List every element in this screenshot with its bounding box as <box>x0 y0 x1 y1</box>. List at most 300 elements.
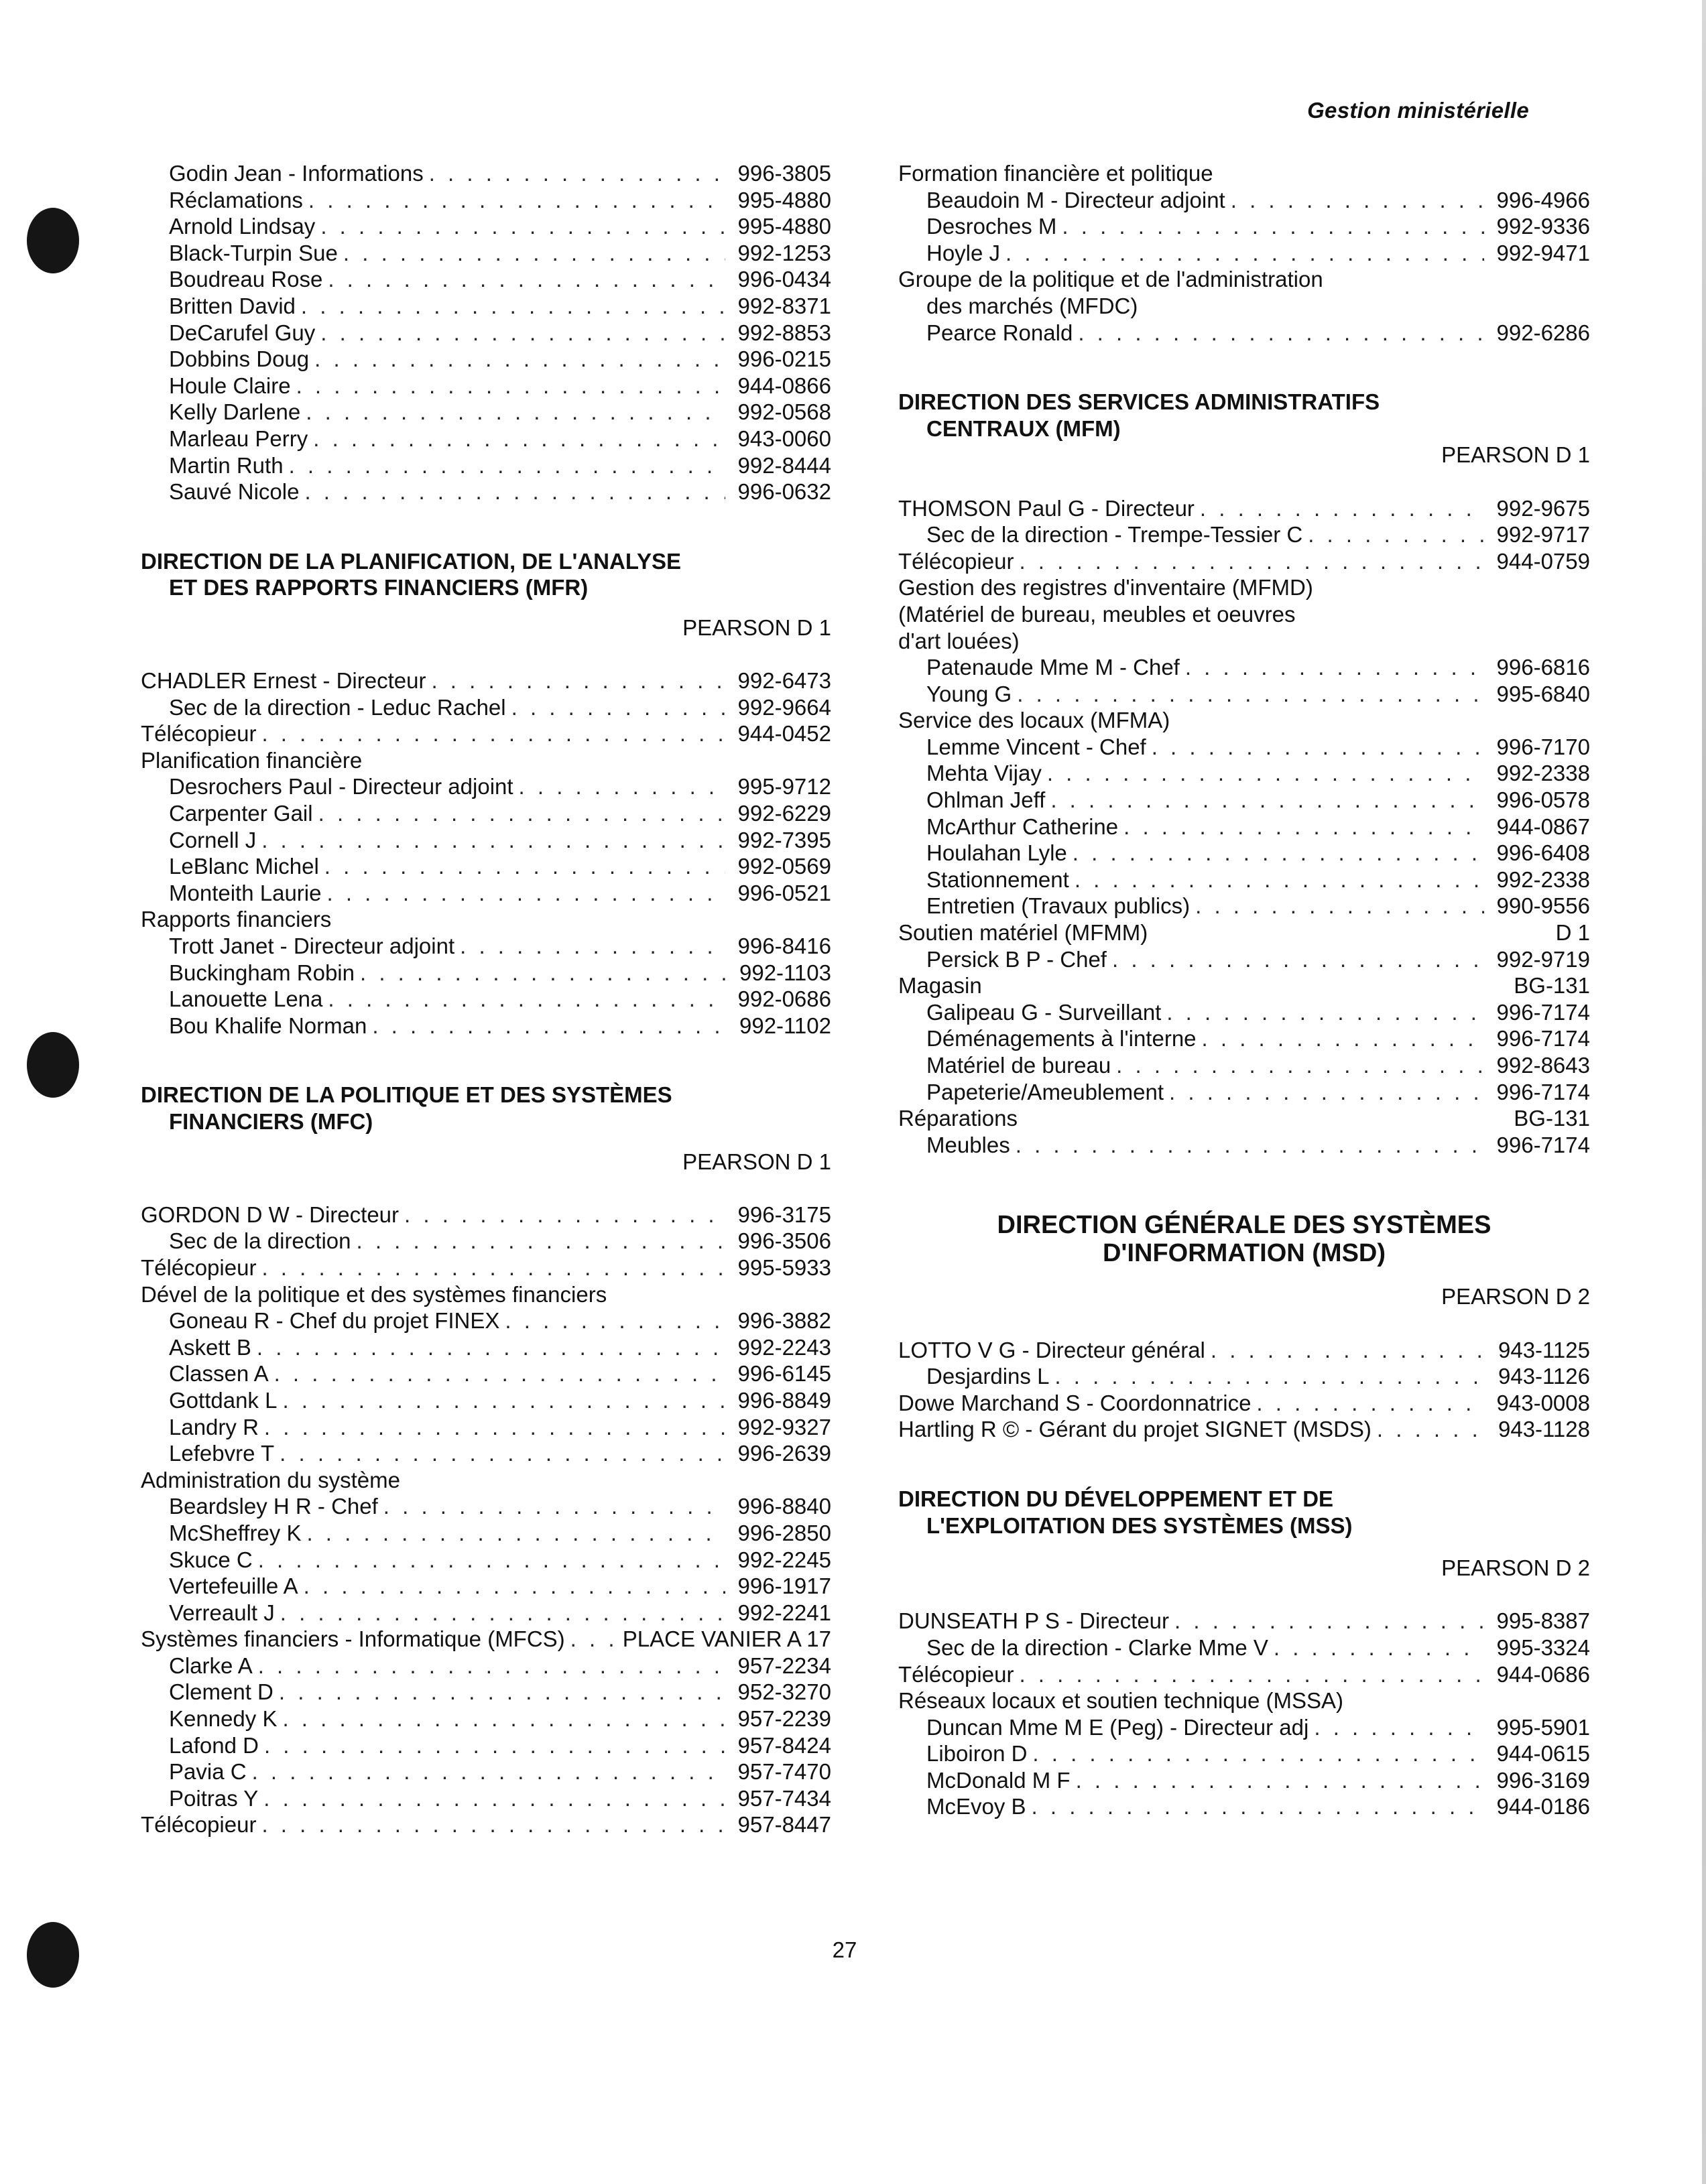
directory-entry <box>141 906 831 933</box>
directory-entry <box>141 694 831 721</box>
directory-entry <box>141 293 831 320</box>
entry-phone: 995-8387 <box>1496 1608 1590 1634</box>
dot-leader <box>1062 213 1484 240</box>
running-head: Gestion ministérielle <box>1307 98 1529 123</box>
right-column <box>898 160 1590 1820</box>
entry-phone: 990-9556 <box>1496 893 1590 919</box>
entry-phone: 992-0686 <box>737 986 831 1012</box>
dot-leader <box>429 160 725 187</box>
entry-phone: 957-8424 <box>737 1732 831 1758</box>
dot-leader <box>1075 866 1484 893</box>
page-edge <box>1702 0 1706 2184</box>
entry-phone: 996-0632 <box>737 479 831 505</box>
entry-phone: BG-131 <box>1514 1106 1590 1131</box>
heading-line: DIRECTION DU DÉVELOPPEMENT ET DE <box>898 1486 1334 1511</box>
entry-name: Systèmes financiers - Informatique (MFCS) <box>141 1626 565 1652</box>
directory-entry <box>141 1013 831 1039</box>
entry-name: Hartling R © - Gérant du projet SIGNET (MSDS) <box>898 1417 1372 1442</box>
entry-phone: 992-8371 <box>737 293 831 318</box>
entry-phone: 992-2243 <box>737 1334 831 1360</box>
entry-name: Lafond D <box>169 1732 259 1758</box>
entry-phone: 944-0186 <box>1496 1794 1590 1819</box>
entry-phone: 992-9675 <box>1496 495 1590 521</box>
directory-entry <box>141 240 831 267</box>
location-label: PEARSON D 2 <box>1441 1555 1590 1581</box>
entry-phone: 992-6229 <box>737 801 831 826</box>
directory-entry <box>141 800 831 827</box>
entry-phone: 952-3270 <box>737 1679 831 1705</box>
entry-name: Télécopieur <box>141 721 257 747</box>
dot-leader <box>372 1013 725 1039</box>
dot-leader <box>1152 734 1484 761</box>
entry-name: Kelly Darlene <box>169 399 301 425</box>
dot-leader <box>261 720 725 747</box>
page-number: 27 <box>832 1937 857 1962</box>
dot-leader <box>328 266 725 293</box>
entry-name: Beaudoin M - Directeur adjoint <box>926 187 1225 212</box>
directory-entry <box>898 1740 1590 1767</box>
directory-entry <box>141 747 831 774</box>
dot-leader <box>1166 999 1484 1026</box>
dot-leader <box>320 320 725 346</box>
section-heading-msd <box>898 1211 1590 1267</box>
directory-entry <box>141 986 831 1013</box>
entry-phone: 996-3882 <box>737 1308 831 1334</box>
directory-entry <box>141 266 831 293</box>
dot-leader <box>1274 1634 1484 1661</box>
entry-name: Liboiron D <box>926 1741 1028 1767</box>
entry-phone: 992-1253 <box>737 240 831 265</box>
directory-entry <box>898 919 1590 946</box>
entry-name: Stationnement <box>926 866 1069 892</box>
directory-entry <box>141 1281 831 1308</box>
entry-name: Patenaude Mme M - Chef <box>926 655 1180 680</box>
entry-name: Pavia C <box>169 1759 247 1785</box>
location-label: PEARSON D 1 <box>682 1149 831 1174</box>
dot-leader <box>308 187 725 214</box>
entry-name: Askett B <box>169 1334 251 1360</box>
entry-name: Dével de la politique et des systèmes financiers <box>141 1281 607 1307</box>
entry-name: Gestion des registres d'inventaire (MFMD) <box>898 575 1313 600</box>
directory-entry <box>898 893 1590 919</box>
entry-phone: 992-8643 <box>1496 1053 1590 1078</box>
directory-list <box>898 495 1590 1159</box>
dot-leader <box>1017 681 1484 708</box>
entry-phone: 992-0569 <box>737 854 831 879</box>
entry-name: Service des locaux (MFMA) <box>898 708 1170 733</box>
entry-phone: PLACE VANIER A 17 <box>622 1626 831 1652</box>
directory-entry <box>898 760 1590 787</box>
directory-entry <box>898 213 1590 240</box>
directory-list <box>898 1337 1590 1443</box>
entry-phone: 992-2338 <box>1496 761 1590 786</box>
dot-leader <box>261 827 725 854</box>
entry-phone: 996-3506 <box>737 1228 831 1254</box>
entry-name: Boudreau Rose <box>169 267 323 292</box>
directory-entry <box>898 240 1590 267</box>
entry-name: Classen A <box>169 1361 269 1387</box>
dot-leader <box>1377 1416 1484 1443</box>
entry-phone: 957-8447 <box>737 1812 831 1838</box>
dot-leader <box>282 1387 725 1414</box>
dot-leader <box>1019 548 1484 575</box>
section-heading-mfc <box>141 1082 831 1135</box>
entry-name: Planification financière <box>141 747 363 773</box>
entry-phone: 995-5901 <box>1496 1714 1590 1740</box>
directory-entry <box>898 972 1590 999</box>
entry-name: Marleau Perry <box>169 426 308 451</box>
dot-leader <box>460 933 725 960</box>
directory-entry <box>141 1202 831 1228</box>
dot-leader <box>1047 760 1484 787</box>
directory-entry <box>141 773 831 800</box>
entry-name: Poitras Y <box>169 1785 259 1811</box>
entry-name: Télécopieur <box>141 1255 257 1280</box>
entry-phone: 944-0867 <box>1496 814 1590 839</box>
directory-entry <box>141 880 831 907</box>
entry-name: McEvoy B <box>926 1794 1026 1819</box>
directory-entry <box>141 160 831 187</box>
entry-phone: 996-1917 <box>737 1573 831 1599</box>
entry-name: des marchés (MFDC) <box>926 293 1138 318</box>
directory-entry <box>141 452 831 479</box>
entry-phone: 944-0615 <box>1496 1741 1590 1767</box>
dot-leader <box>1308 521 1484 548</box>
entry-name: LOTTO V G - Directeur général <box>898 1337 1205 1362</box>
entry-name: Buckingham Robin <box>169 960 355 985</box>
entry-name: Lanouette Lena <box>169 986 323 1012</box>
directory-entry <box>141 1440 831 1467</box>
entry-name: Dobbins Doug <box>169 346 310 372</box>
location-label: PEARSON D 1 <box>682 615 831 640</box>
entry-name: Sec de la direction <box>169 1228 351 1254</box>
entry-name: Administration du système <box>141 1467 400 1492</box>
entry-name: LeBlanc Michel <box>169 854 319 879</box>
directory-list <box>141 1202 831 1838</box>
entry-name: Mehta Vijay <box>926 761 1042 786</box>
dot-leader <box>1195 893 1484 919</box>
dot-leader <box>1032 1740 1484 1767</box>
entry-phone: 992-9717 <box>1496 522 1590 548</box>
entry-name: Groupe de la politique et de l'administration <box>898 267 1323 292</box>
entry-phone: 992-9471 <box>1496 240 1590 265</box>
entry-name: Déménagements à l'interne <box>926 1026 1197 1051</box>
directory-entry <box>141 1520 831 1547</box>
dot-leader <box>264 1732 725 1759</box>
directory-entry <box>141 1626 831 1653</box>
entry-phone: 992-6286 <box>1496 320 1590 345</box>
dot-leader <box>1019 1661 1484 1688</box>
directory-entry <box>141 720 831 747</box>
dot-leader <box>360 960 725 986</box>
entry-name: Réclamations <box>169 187 303 212</box>
entry-phone: 996-8849 <box>737 1387 831 1413</box>
entry-name: McArthur Catherine <box>926 814 1119 839</box>
directory-entry <box>898 266 1590 293</box>
entry-phone: 992-1103 <box>739 960 831 985</box>
directory-entry <box>898 1132 1590 1159</box>
entry-name: McDonald M F <box>926 1767 1071 1793</box>
entry-name: Young G <box>926 681 1012 706</box>
entry-name: Bou Khalife Norman <box>169 1013 367 1038</box>
entry-phone: D 1 <box>1555 920 1590 946</box>
dot-leader <box>357 1228 726 1255</box>
entry-name: Télécopieur <box>898 1661 1014 1687</box>
entry-phone: 996-0215 <box>737 346 831 372</box>
dot-leader <box>1211 1337 1484 1364</box>
dot-leader <box>306 399 725 426</box>
entry-phone: 957-2234 <box>737 1653 831 1678</box>
entry-name: Houle Claire <box>169 373 291 398</box>
location-label: PEARSON D 2 <box>1441 1284 1590 1309</box>
dot-leader <box>1116 1052 1484 1079</box>
dot-leader <box>314 346 725 373</box>
dot-leader <box>519 773 725 800</box>
directory-entry <box>141 1467 831 1494</box>
dot-leader <box>1202 1025 1484 1052</box>
dot-leader <box>296 373 725 399</box>
directory-entry <box>898 1390 1590 1417</box>
directory-entry <box>141 667 831 694</box>
entry-name: Clement D <box>169 1679 273 1705</box>
dot-leader <box>343 240 725 267</box>
directory-entry <box>141 1811 831 1838</box>
entry-phone: 995-3324 <box>1496 1634 1590 1660</box>
heading-line: L'EXPLOITATION DES SYSTÈMES (MSS) <box>926 1513 1353 1538</box>
dot-leader <box>289 452 725 479</box>
dot-leader <box>1169 1079 1484 1106</box>
entry-name: Soutien matériel (MFMM) <box>898 920 1148 946</box>
entry-name: GORDON D W - Directeur <box>141 1202 400 1227</box>
directory-entry <box>898 681 1590 708</box>
entry-name: Hoyle J <box>926 240 1001 265</box>
entry-phone: 995-4880 <box>737 187 831 212</box>
directory-list <box>898 160 1590 346</box>
entry-phone: 995-9712 <box>737 774 831 799</box>
entry-name: DeCarufel Guy <box>169 320 316 345</box>
entry-phone: 992-8853 <box>737 320 831 345</box>
left-column <box>141 160 831 1838</box>
dot-leader <box>279 1679 725 1706</box>
directory-entry <box>898 1025 1590 1052</box>
dot-leader <box>306 1520 725 1547</box>
directory-entry <box>898 1052 1590 1079</box>
dot-leader <box>1123 814 1484 840</box>
directory-entry <box>898 1416 1590 1443</box>
entry-name: Entretien (Travaux publics) <box>926 893 1191 919</box>
dot-leader <box>258 1547 725 1573</box>
entry-phone: 992-2338 <box>1496 866 1590 892</box>
entry-phone: 957-7470 <box>737 1759 831 1785</box>
entry-phone: 992-9664 <box>737 694 831 720</box>
directory-entry <box>141 346 831 373</box>
dot-leader <box>252 1758 725 1785</box>
entry-phone: 996-7174 <box>1496 999 1590 1025</box>
dot-leader <box>1078 320 1484 346</box>
directory-entry <box>141 1653 831 1679</box>
entry-name: Rapports financiers <box>141 907 332 932</box>
heading-line: CENTRAUX (MFM) <box>926 415 1121 441</box>
entry-phone: BG-131 <box>1514 973 1590 999</box>
heading-line: DIRECTION DE LA POLITIQUE ET DES SYSTÈMES <box>141 1082 672 1108</box>
dot-leader <box>1016 1132 1484 1159</box>
entry-name: Martin Ruth <box>169 452 284 478</box>
section-heading-mfr <box>141 548 831 601</box>
entry-phone: 996-0521 <box>737 880 831 905</box>
entry-name: Desroches M <box>926 214 1057 239</box>
directory-entry <box>141 187 831 214</box>
directory-entry <box>141 1679 831 1706</box>
directory-entry <box>141 1758 831 1785</box>
dot-leader <box>1112 946 1484 973</box>
directory-entry <box>141 1307 831 1334</box>
directory-entry <box>898 521 1590 548</box>
directory-entry <box>898 946 1590 973</box>
directory-entry <box>898 866 1590 893</box>
entry-phone: 995-5933 <box>737 1255 831 1280</box>
dot-leader <box>1314 1714 1484 1741</box>
directory-entry <box>141 1547 831 1573</box>
entry-phone: 996-7174 <box>1496 1026 1590 1051</box>
dot-leader <box>304 1573 725 1600</box>
directory-entry <box>141 1255 831 1281</box>
dot-leader <box>313 426 725 452</box>
directory-entry <box>898 548 1590 575</box>
entry-name: Sec de la direction - Trempe-Tessier C <box>926 522 1303 548</box>
heading-line: DIRECTION GÉNÉRALE DES SYSTÈMES <box>997 1211 1491 1240</box>
entry-name: Clarke A <box>169 1653 253 1678</box>
dot-leader <box>328 986 725 1013</box>
dot-leader <box>301 293 725 320</box>
entry-name: Galipeau G - Surveillant <box>926 999 1162 1025</box>
entry-phone: 996-3175 <box>737 1202 831 1227</box>
entry-phone: 944-0452 <box>737 721 831 747</box>
directory-entry <box>141 1706 831 1732</box>
entry-name: McSheffrey K <box>169 1520 302 1545</box>
directory-entry <box>141 933 831 960</box>
dot-leader <box>326 880 725 907</box>
directory-entry <box>141 373 831 399</box>
directory-entry <box>898 574 1590 601</box>
entry-name: Dowe Marchand S - Coordonnatrice <box>898 1390 1252 1415</box>
directory-entry <box>141 853 831 880</box>
directory-entry <box>141 320 831 346</box>
directory-entry <box>141 426 831 452</box>
directory-entry <box>898 999 1590 1026</box>
entry-name: Desjardins L <box>926 1364 1050 1389</box>
entry-name: Arnold Lindsay <box>169 214 316 239</box>
dot-leader <box>570 1626 617 1653</box>
entry-name: Télécopieur <box>898 548 1014 574</box>
entry-phone: 957-2239 <box>737 1706 831 1732</box>
dot-leader <box>1050 787 1484 814</box>
dot-leader <box>318 800 725 827</box>
dot-leader <box>280 1600 725 1626</box>
binder-hole <box>27 1922 79 1988</box>
entry-phone: 992-1102 <box>739 1013 831 1038</box>
dot-leader <box>1032 1793 1484 1820</box>
entry-name: Formation financière et politique <box>898 161 1213 186</box>
entry-name: Landry R <box>169 1414 259 1439</box>
entry-name: Meubles <box>926 1132 1010 1157</box>
directory-entry <box>141 478 831 505</box>
binder-hole <box>27 1032 79 1098</box>
entry-name: Réparations <box>898 1106 1018 1131</box>
entry-name: Télécopieur <box>141 1812 257 1838</box>
directory-entry <box>898 628 1590 655</box>
entry-name: Papeterie/Ameublement <box>926 1079 1164 1104</box>
dot-leader <box>257 1334 725 1361</box>
entry-phone: 943-1125 <box>1498 1337 1590 1362</box>
entry-name: (Matériel de bureau, meubles et oeuvres <box>898 601 1296 627</box>
directory-entry <box>141 1387 831 1414</box>
section-heading-mss <box>898 1486 1590 1539</box>
directory-entry <box>141 827 831 854</box>
directory-entry <box>898 1714 1590 1741</box>
entry-phone: 996-2850 <box>737 1520 831 1545</box>
location-label: PEARSON D 1 <box>1441 442 1590 468</box>
entry-name: Verreault J <box>169 1600 275 1625</box>
entry-name: Goneau R - Chef du projet FINEX <box>169 1308 500 1334</box>
entry-phone: 992-0568 <box>737 399 831 425</box>
dot-leader <box>511 694 725 721</box>
dot-leader <box>324 853 725 880</box>
dot-leader <box>320 213 725 240</box>
entry-name: Black-Turpin Sue <box>169 240 338 265</box>
entry-name: Gottdank L <box>169 1387 278 1413</box>
directory-entry <box>898 814 1590 840</box>
directory-entry <box>898 707 1590 734</box>
directory-entry <box>898 160 1590 187</box>
directory-entry <box>898 840 1590 866</box>
entry-phone: 996-3169 <box>1496 1767 1590 1793</box>
directory-entry <box>898 1608 1590 1634</box>
entry-name: Duncan Mme M E (Peg) - Directeur adj <box>926 1714 1309 1740</box>
dot-leader <box>1073 840 1484 866</box>
entry-phone: 943-0008 <box>1496 1390 1590 1415</box>
entry-phone: 996-0578 <box>1496 787 1590 813</box>
entry-phone: 944-0866 <box>737 373 831 398</box>
entry-phone: 943-0060 <box>737 426 831 451</box>
entry-phone: 996-8840 <box>737 1494 831 1519</box>
entry-phone: 996-7174 <box>1496 1132 1590 1157</box>
entry-name: Trott Janet - Directeur adjoint <box>169 934 455 959</box>
directory-entry <box>141 213 831 240</box>
entry-name: Beardsley H R - Chef <box>169 1494 378 1519</box>
dot-leader <box>1256 1390 1484 1417</box>
dot-leader <box>304 478 725 505</box>
entry-name: Lefebvre T <box>169 1441 275 1466</box>
entry-name: DUNSEATH P S - Directeur <box>898 1608 1170 1634</box>
entry-phone: 996-6816 <box>1496 655 1590 680</box>
directory-entry <box>898 293 1590 320</box>
directory-entry <box>898 1363 1590 1390</box>
entry-phone: 992-9327 <box>737 1414 831 1439</box>
directory-entry <box>898 787 1590 814</box>
dot-leader <box>261 1255 725 1281</box>
dot-leader <box>1006 240 1484 267</box>
dot-leader <box>1231 187 1484 214</box>
binder-hole <box>27 208 79 273</box>
entry-phone: 944-0686 <box>1496 1661 1590 1687</box>
heading-line: DIRECTION DE LA PLANIFICATION, DE L'ANALYSE <box>141 548 681 574</box>
directory-entry <box>898 734 1590 761</box>
directory-entry <box>141 1732 831 1759</box>
entry-phone: 944-0759 <box>1496 548 1590 574</box>
directory-list <box>141 667 831 1039</box>
directory-entry <box>141 1600 831 1626</box>
dot-leader <box>404 1202 725 1228</box>
